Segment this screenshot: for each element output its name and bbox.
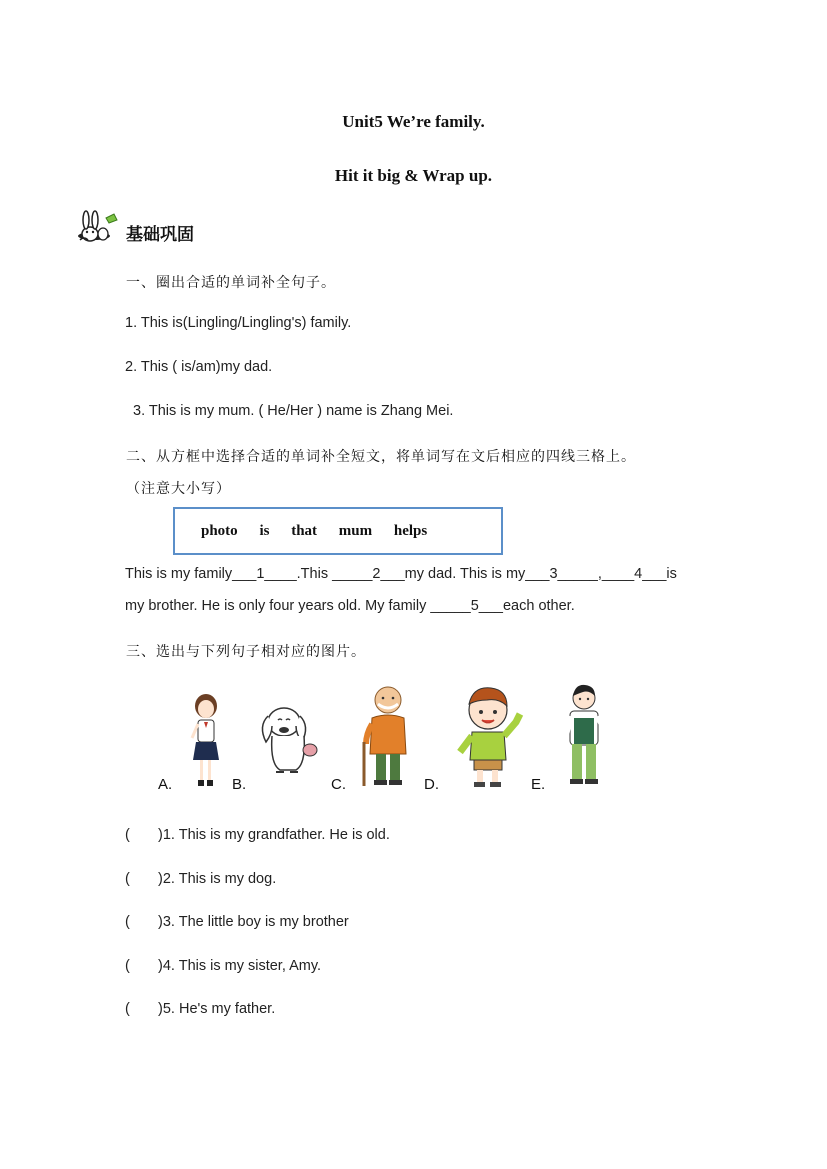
part1-item-1: 1. This is(Lingling/Lingling's) family. <box>125 315 352 331</box>
part3-item-5: ( )5. He's my father. <box>125 1001 276 1017</box>
part2-note: （注意大小写） <box>126 481 231 497</box>
girl-icon <box>188 692 222 795</box>
dog-icon <box>258 700 320 779</box>
word-option: is <box>259 523 270 539</box>
page-subtitle: Hit it big & Wrap up. <box>334 166 493 185</box>
part3-item-1: ( )1. This is my grandfather. He is old. <box>125 827 390 843</box>
passage-line-1: This is my family___1____.This _____2___my dad. This is my___3_____,____4___is <box>125 566 677 582</box>
picture-label-d: D. <box>424 776 439 793</box>
picture-label-e: E. <box>531 776 546 793</box>
page-title: Unit5 We’re family. <box>342 112 485 131</box>
part1-item-3: 3. This is my mum. ( He/Her ) name is Zhang Mei. <box>129 403 454 419</box>
part1-item-2: 2. This ( is/am)my dad. <box>125 359 273 375</box>
section-heading: 基础巩固 <box>126 225 194 245</box>
picture-label-a: A. <box>158 776 173 793</box>
part3-item-4: ( )4. This is my sister, Amy. <box>125 958 322 974</box>
word-box <box>173 507 503 555</box>
grandfather-icon <box>360 684 418 793</box>
boy-icon <box>452 686 528 795</box>
passage-line-2: my brother. He is only four years old. My family _____5___each other. <box>125 598 575 614</box>
part3-heading: 三、选出与下列句子相对应的图片。 <box>126 644 366 660</box>
part1-heading: 一、圈出合适的单词补全句子。 <box>126 275 336 291</box>
word-option: helps <box>393 523 428 539</box>
father-icon <box>562 684 608 795</box>
picture-label-c: C. <box>331 776 346 793</box>
part2-heading: 二、从方框中选择合适的单词补全短文，将单词写在文后相应的四线三格上。 <box>126 449 636 465</box>
word-option: photo <box>201 523 238 539</box>
picture-label-b: B. <box>232 776 247 793</box>
word-option: that <box>291 523 318 539</box>
word-list <box>201 523 445 540</box>
word-option: mum <box>338 523 373 539</box>
rabbit-logo-icon <box>74 210 120 246</box>
part3-item-2: ( )2. This is my dog. <box>125 871 277 887</box>
part3-item-3: ( )3. The little boy is my brother <box>125 914 349 930</box>
